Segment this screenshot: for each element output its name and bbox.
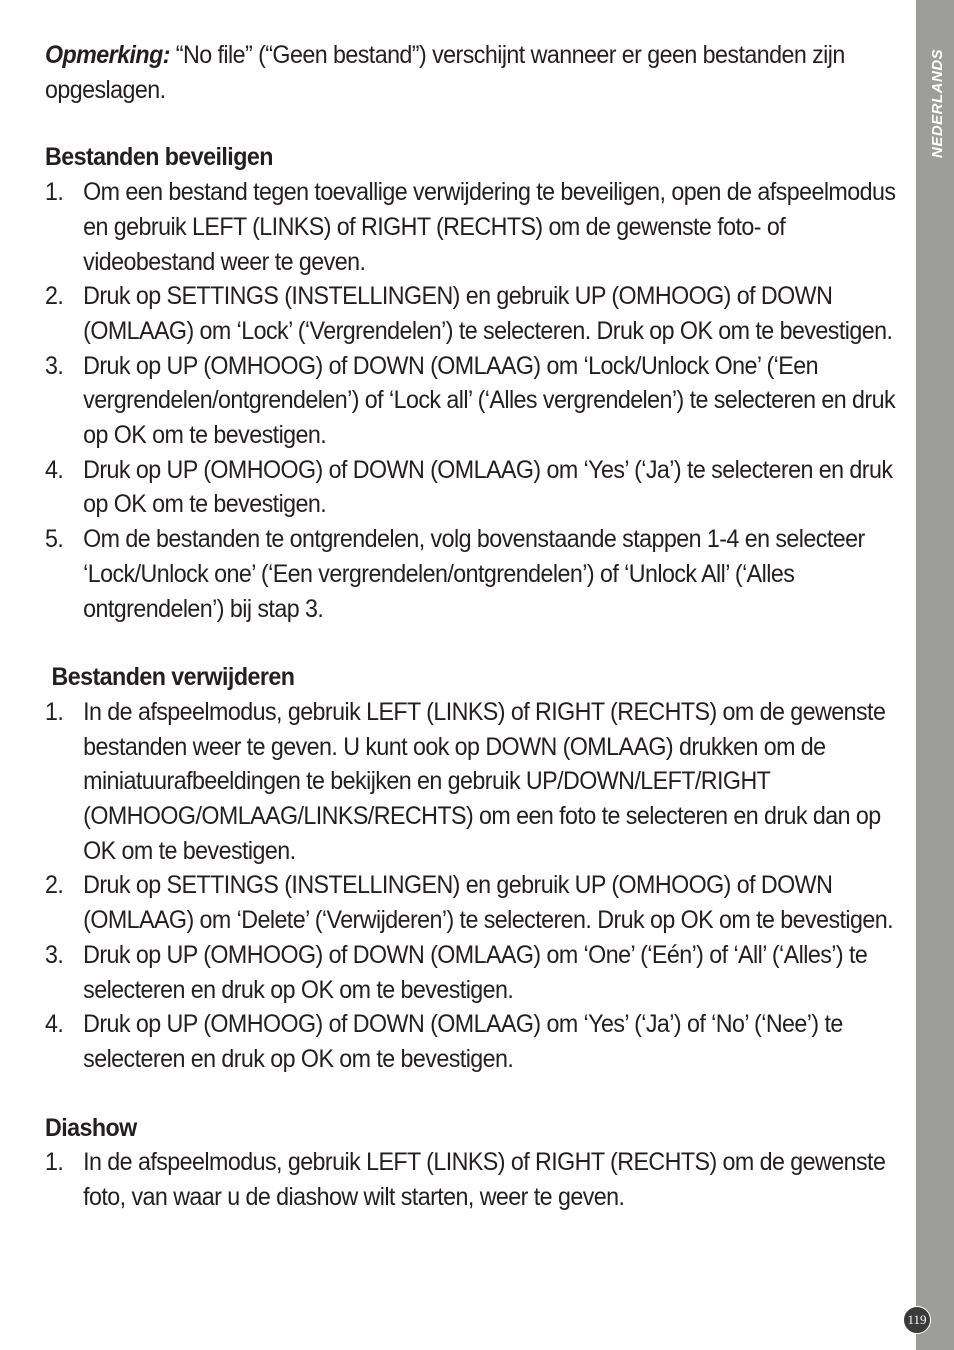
step-text: Druk op SETTINGS (INSTELLINGEN) en gebruik UP (OMHOOG) of DOWN (OMLAAG) om ‘Delete’ (‘Verwijderen’) te selecteren. Druk op OK om te bevestigen.	[83, 871, 894, 935]
list-item	[45, 522, 907, 626]
note-label: Opmerking:	[45, 41, 170, 69]
list-item	[45, 453, 907, 522]
note-paragraph	[45, 38, 907, 107]
step-text: Druk op UP (OMHOOG) of DOWN (OMLAAG) om ‘Yes’ (‘Ja’) te selecteren en druk op OK om te bevestigen.	[83, 455, 893, 519]
section-slideshow	[45, 1111, 907, 1215]
step-text: Druk op UP (OMHOOG) of DOWN (OMLAAG) om ‘One’ (‘Eén’) of ‘All’ (‘Alles’) te selecteren en druk op OK om te bevestigen.	[83, 940, 868, 1004]
step-number: 1.	[45, 1148, 64, 1177]
step-number: 2.	[45, 282, 64, 311]
section-heading: Bestanden verwijderen	[51, 663, 295, 692]
step-number: 3.	[45, 351, 64, 380]
page-number-badge: 119	[903, 1306, 931, 1334]
step-text: Om de bestanden te ontgrendelen, volg bovenstaande stappen 1-4 en selecteer ‘Lock/Unlock one’ (‘Een vergrendelen/ontgrendelen’) of ‘Unlock All’ (‘Alles ontgrendelen’) bij stap 3.	[83, 525, 865, 623]
step-number: 1.	[45, 178, 64, 207]
language-tab-label: NEDERLANDS	[929, 48, 946, 158]
step-number: 4.	[45, 455, 64, 484]
step-text: Om een bestand tegen toevallige verwijdering te beveiligen, open de afspeelmodus en gebruik LEFT (LINKS) of RIGHT (RECHTS) om de gewenste foto- of videobestand weer te geven.	[83, 178, 896, 276]
language-side-tab	[916, 0, 954, 1350]
step-text: Druk op UP (OMHOOG) of DOWN (OMLAAG) om ‘Yes’ (‘Ja’) of ‘No’ (‘Nee’) te selecteren en druk op OK om te bevestigen.	[83, 1010, 843, 1073]
section-heading: Diashow	[45, 1113, 137, 1142]
list-item	[45, 349, 907, 453]
list-item	[45, 938, 907, 1007]
step-list	[45, 1145, 907, 1214]
step-list	[45, 175, 907, 626]
list-item	[45, 868, 907, 937]
section-delete-files	[45, 660, 907, 1076]
list-item	[45, 1145, 907, 1214]
step-text: Druk op UP (OMHOOG) of DOWN (OMLAAG) om ‘Lock/Unlock One’ (‘Een vergrendelen/ontgrendelen’) of ‘Lock all’ (‘Alles vergrendelen’) te selecteren en druk op OK om te bevestigen.	[83, 351, 896, 450]
section-heading: Bestanden beveiligen	[45, 143, 273, 172]
step-number: 3.	[45, 940, 64, 969]
step-number: 4.	[45, 1010, 64, 1039]
step-list	[45, 695, 907, 1077]
step-text: Druk op SETTINGS (INSTELLINGEN) en gebruik UP (OMHOOG) of DOWN (OMLAAG) om ‘Lock’ (‘Vergrendelen’) te selecteren. Druk op OK om te bevestigen.	[83, 282, 893, 345]
section-protect-files	[45, 140, 907, 626]
list-item	[45, 695, 907, 869]
step-number: 2.	[45, 871, 64, 900]
page-content	[45, 38, 907, 1249]
list-item	[45, 1007, 907, 1076]
step-text: In de afspeelmodus, gebruik LEFT (LINKS) of RIGHT (RECHTS) om de gewenste foto, van waar u de diashow wilt starten, weer te geven.	[83, 1148, 886, 1212]
step-text: In de afspeelmodus, gebruik LEFT (LINKS) of RIGHT (RECHTS) om de gewenste bestanden weer te geven. U kunt ook op DOWN (OMLAAG) drukken om de miniatuurafbeeldingen te bekijken en gebruik UP/DOWN/LEFT/RIGHT (OMHOOG/OMLAAG/LINKS/RECHTS) om een foto te selecteren en druk dan op OK om te bevestigen.	[83, 697, 886, 865]
step-number: 5.	[45, 525, 64, 554]
note-text: “No file” (“Geen bestand”) verschijnt wanneer er geen bestanden zijn opgeslagen.	[45, 41, 845, 104]
step-number: 1.	[45, 697, 64, 726]
list-item	[45, 175, 907, 279]
list-item	[45, 279, 907, 348]
